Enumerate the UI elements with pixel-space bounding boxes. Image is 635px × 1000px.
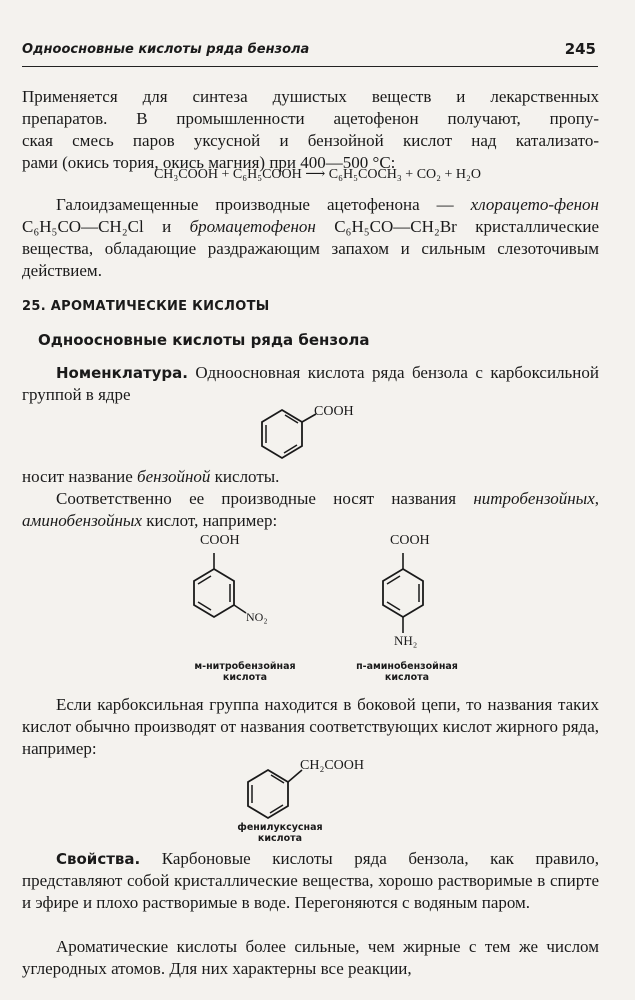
amino-cooh-label: COOH: [390, 533, 430, 548]
phenylacetic-caption: [220, 822, 340, 844]
intro-line-3: ская смесь паров уксусной и бензойной кислот над катализато-: [22, 131, 599, 150]
phenylacetic-group-label: CH₂COOH: [300, 758, 364, 773]
chloroacetophenone-term: хлорацето-фенон: [470, 195, 599, 214]
p-aminobenzoic-structure: [350, 533, 490, 693]
nitro-ring: [180, 533, 320, 653]
section-title: 25. АРОМАТИЧЕСКИЕ КИСЛОТЫ: [22, 299, 270, 314]
properties-paragraph: [22, 848, 599, 914]
benzoic-text-post: кислоты.: [210, 467, 280, 486]
p2-text-a: Галоидзамещенные производные ацетофенона —: [56, 195, 471, 214]
benzoic-cooh-label: COOH: [314, 404, 354, 419]
properties-label: Свойства.: [56, 850, 141, 868]
acetophenone-equation: CH₃COOH + C₆H₅COOH ⟶ C₆H₅COCH₃ + CO₂ + H₂O: [153, 167, 482, 182]
derivatives-text-post: кислот, например:: [142, 511, 278, 530]
phenylacetic-caption-line-1: фенилуксусная: [237, 822, 323, 833]
benzoic-term: бензойной: [137, 467, 211, 486]
benzoic-acid-structure: [254, 402, 394, 464]
amino-ring: [350, 533, 490, 653]
benzoic-text-pre: носит название: [22, 467, 138, 486]
nitro-cooh-label: COOH: [200, 533, 240, 548]
intro-paragraph: [22, 86, 599, 174]
properties-text: Карбоновые кислоты ряда бензола, как правило, представляют собой кристаллические вещества, хорошо растворимые в спирте и эфире и плохо растворимые в воде. Перегоняются с водяным паром.: [22, 849, 599, 912]
nomenclature-text-a: Одноосновная кислота ряда бензола с карбоксильной группой в ядре: [22, 363, 599, 404]
page-number: 245: [564, 40, 596, 58]
page-header: [22, 36, 598, 67]
derivatives-text-mid: ,: [594, 489, 599, 508]
nomenclature-paragraph: [22, 362, 599, 406]
nitro-caption: [170, 661, 320, 683]
benzoic-name-line: [22, 466, 599, 488]
m-nitrobenzoic-structure: [180, 533, 320, 693]
nomenclature-label: Номенклатура.: [56, 364, 188, 382]
intro-line-1: Применяется для синтеза душистых веществ и лекарственных: [22, 87, 599, 106]
acidity-paragraph: Ароматические кислоты более сильные, чем жирные с тем же числом углеродных атомов. Для них характерны все реакции,: [22, 937, 599, 978]
side-chain-paragraph: Если карбоксильная группа находится в боковой цепи, то названия таких кислот обычно производят от названия соответствующих кислот жирного ряда, например:: [22, 695, 599, 758]
aminobenzoic-term: аминобензойных: [22, 511, 142, 530]
intro-line-4: рами (окись тория, окись магния) при 400—500 °С:: [22, 153, 396, 172]
bromoacetophenone-term: бромацетофенон: [189, 217, 316, 236]
nitro-group-label: NO₂: [246, 610, 268, 624]
amino-caption: [332, 661, 482, 683]
subsection-title: Одноосновные кислоты ряда бензола: [38, 331, 370, 349]
derivatives-paragraph: [22, 488, 599, 532]
amino-caption-line-2: кислота: [384, 672, 430, 683]
p2-text-c: C₆H₅CO—CH₂Br кристаллические вещества, обладающие раздражающим запахом и сильным слезоточивым действием.: [22, 217, 599, 280]
derivatives-text-pre: Соответственно ее производные носят названия: [56, 489, 474, 508]
haloacetophenone-paragraph: [22, 194, 599, 282]
p2-text-b: C₆H₅CO—CH₂Cl и: [22, 217, 190, 236]
intro-line-2: препаратов. В промышленности ацетофенон получают, пропу-: [22, 109, 599, 128]
nitro-caption-line-2: кислота: [222, 672, 268, 683]
nitro-caption-line-1: м-нитробензойная: [194, 661, 296, 672]
amino-group-label: NH₂: [394, 633, 418, 648]
nitrobenzoic-term: нитробензойных: [473, 489, 595, 508]
amino-caption-line-1: п-аминобензойная: [356, 661, 458, 672]
running-title: Одноосновные кислоты ряда бензола: [22, 42, 310, 57]
phenylacetic-caption-line-2: кислота: [257, 833, 303, 844]
